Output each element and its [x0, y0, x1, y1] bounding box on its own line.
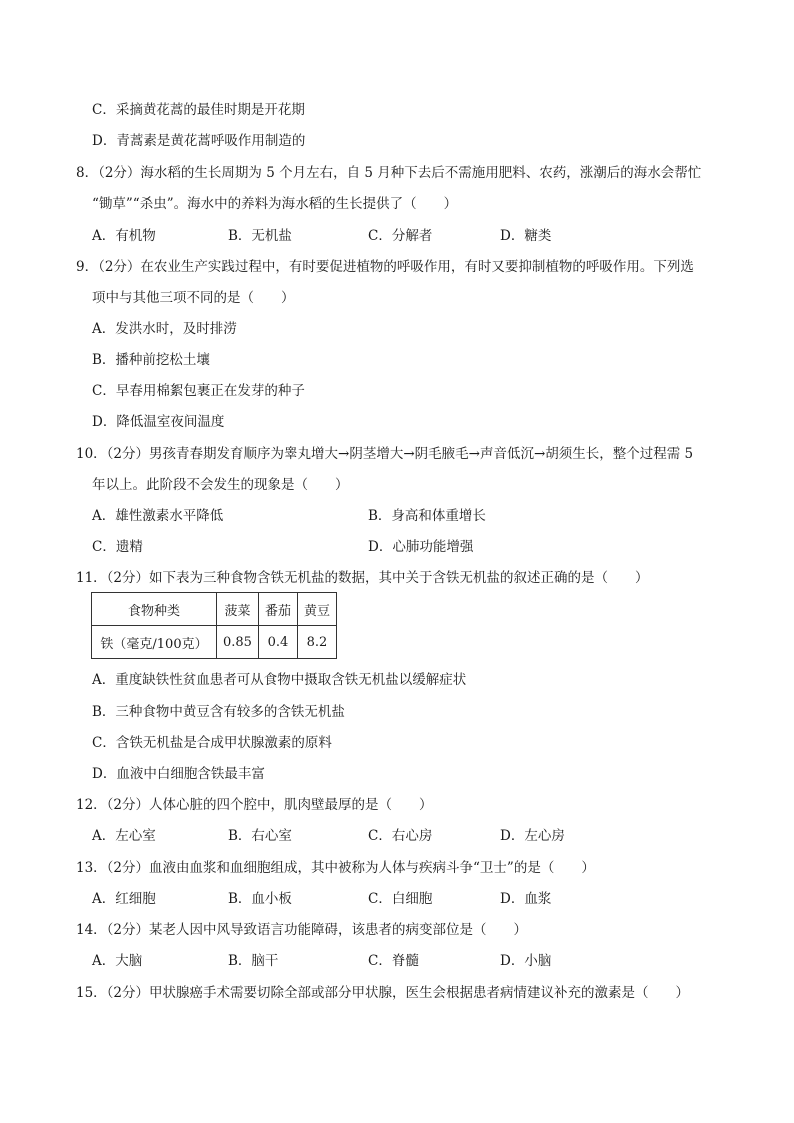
- q12-option-d: D．左心房: [500, 828, 565, 844]
- iron-content-table: [91, 592, 337, 659]
- q14-option-d: D．小脑: [500, 953, 552, 969]
- q9-option-c: C．早春用棉絮包裹正在发芽的种子: [92, 383, 305, 399]
- q9-stem-line1: 9．（2分）在农业生产实践过程中，有时要促进植物的呼吸作用，有时又要抑制植物的呼吸作用。下列选: [76, 259, 694, 275]
- table-cell: 铁（毫克/100克）: [92, 626, 217, 659]
- table-cell: 0.85: [217, 626, 259, 659]
- table-header-cell: 菠菜: [217, 593, 259, 626]
- q14-option-b: B．脑干: [228, 953, 279, 969]
- q10-option-d: D．心肺功能增强: [368, 539, 474, 555]
- q10-stem-line2: 年以上。此阶段不会发生的现象是（ ）: [92, 477, 349, 493]
- prev-option-c: C．采摘黄花蒿的最佳时期是开花期: [92, 102, 305, 118]
- q8-stem-line1: 8．（2分）海水稻的生长周期为 5 个月左右，自 5 月种下去后不需施用肥料、农药，涨潮后的海水会帮忙: [76, 165, 702, 181]
- q13-stem-line1: 13．（2分）血液由血浆和血细胞组成，其中被称为人体与疾病斗争“卫士”的是（ ）: [76, 860, 595, 876]
- q13-option-a: A．红细胞: [92, 891, 156, 907]
- q10-option-a: A．雄性激素水平降低: [92, 508, 224, 524]
- q12-option-a: A．左心室: [92, 828, 156, 844]
- table-cell: 8.2: [297, 626, 336, 659]
- q12-option-c: C．右心房: [368, 828, 433, 844]
- q11-option-b: B．三种食物中黄豆含有较多的含铁无机盐: [92, 704, 345, 720]
- q14-stem-line1: 14．（2分）某老人因中风导致语言功能障碍，该患者的病变部位是（ ）: [76, 922, 528, 938]
- q11-stem-line1: 11．（2分）如下表为三种食物含铁无机盐的数据，其中关于含铁无机盐的叙述正确的是（ ）: [76, 570, 649, 586]
- q12-option-b: B．右心室: [228, 828, 292, 844]
- table-header-cell: 黄豆: [297, 593, 336, 626]
- table-row: [92, 593, 337, 626]
- q8-option-b: B．无机盐: [228, 228, 292, 244]
- q11-option-d: D．血液中白细胞含铁最丰富: [92, 766, 265, 782]
- q8-stem-line2: “锄草”“杀虫”。海水中的养料为海水稻的生长提供了（ ）: [92, 196, 458, 212]
- table-row: [92, 626, 337, 659]
- q10-stem-line1: 10．（2分）男孩青春期发育顺序为睾丸增大→阴茎增大→阴毛腋毛→声音低沉→胡须生长，整个过程需 5: [76, 446, 694, 462]
- table-header-cell: 食物种类: [92, 593, 217, 626]
- q15-stem-line1: 15．（2分）甲状腺癌手术需要切除全部或部分甲状腺，医生会根据患者病情建议补充的激素是（ ）: [76, 985, 690, 1001]
- q9-stem-line2: 项中与其他三项不同的是（ ）: [92, 290, 295, 306]
- q8-option-c: C．分解者: [368, 228, 433, 244]
- q12-stem-line1: 12．（2分）人体心脏的四个腔中，肌肉壁最厚的是（ ）: [76, 797, 433, 813]
- q14-option-a: A．大脑: [92, 953, 143, 969]
- table-cell: 0.4: [258, 626, 297, 659]
- q10-option-c: C．遗精: [92, 539, 143, 555]
- table-header-cell: 番茄: [258, 593, 297, 626]
- q8-option-a: A．有机物: [92, 228, 156, 244]
- q11-option-a: A．重度缺铁性贫血患者可从食物中摄取含铁无机盐以缓解症状: [92, 672, 467, 688]
- q13-option-d: D．血浆: [500, 891, 552, 907]
- q9-option-b: B．播种前挖松土壤: [92, 352, 210, 368]
- q13-option-c: C．白细胞: [368, 891, 433, 907]
- q8-option-d: D．糖类: [500, 228, 552, 244]
- prev-option-d: D．青蒿素是黄花蒿呼吸作用制造的: [92, 133, 306, 149]
- q10-option-b: B．身高和体重增长: [368, 508, 486, 524]
- q9-option-d: D．降低温室夜间温度: [92, 414, 225, 430]
- q14-option-c: C．脊髓: [368, 953, 419, 969]
- q13-option-b: B．血小板: [228, 891, 292, 907]
- q9-option-a: A．发洪水时，及时排涝: [92, 321, 237, 337]
- q11-option-c: C．含铁无机盐是合成甲状腺激素的原料: [92, 735, 332, 751]
